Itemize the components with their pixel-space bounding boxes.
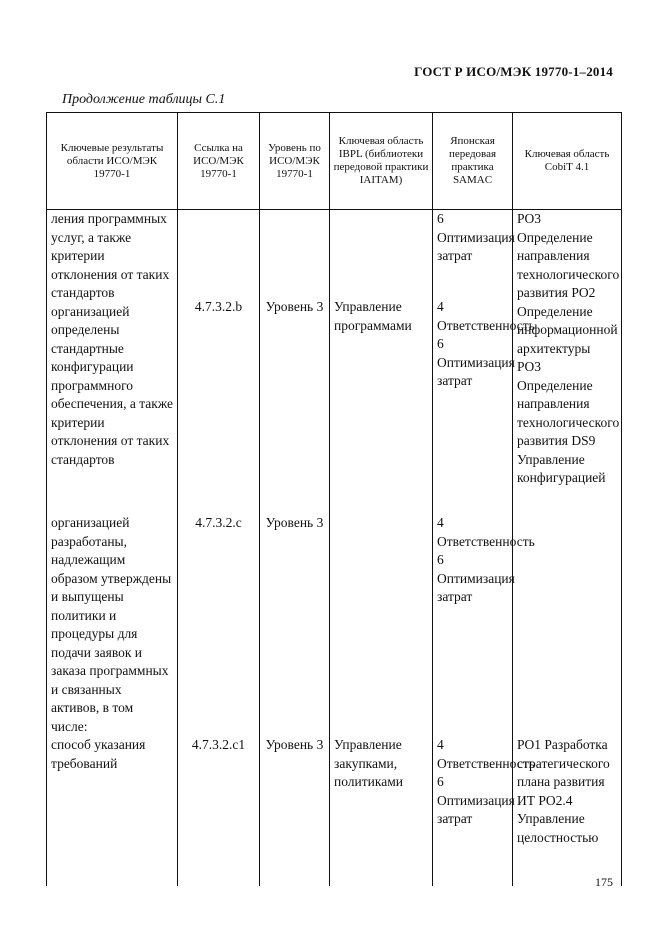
cell-samac: 4 Ответственность 6 Оптимизация затрат [433,736,513,886]
samac-value-continued: 6 Оптимизация затрат [437,211,515,263]
comparison-table [46,112,622,886]
level-value: Уровень 3 [265,299,324,314]
table-row [47,210,622,515]
cell-samac: 4 Ответственность 6 Оптимизация затрат [433,514,513,736]
col-header-results: Ключевые результаты области ИСО/МЭК 19770-1 [47,113,178,210]
cobit-value: PO2 Определение информационной архитектуры PO3 Определение направления технологического развития DS9 Управление конфигурацией [517,285,620,485]
cell-level: Уровень 3 [260,736,330,886]
cell-reference: 4.7.3.2.c [178,514,260,736]
cell-cobit: PO1 Разработка стратегического плана развития ИТ PO2.4 Управление целостностью [513,736,622,886]
cell-ibpl [330,210,433,515]
cell-level: Уровень 3 [260,514,330,736]
cell-result [47,210,178,515]
cell-samac [433,210,535,515]
table-row [47,736,622,886]
cell-reference [178,210,260,515]
page-number: 175 [595,875,613,889]
cell-result-continued: ления программных услуг, а также критерии отклонения от таких стандартов [51,211,170,300]
col-header-level: Уровень по ИСО/МЭК 19770-1 [260,113,330,210]
cell-result-main: организацией определены стандартные конфигурации программного обеспечения, а также критерии отклонения от таких стандартов [51,303,173,467]
col-header-reference: Ссылка на ИСО/МЭК 19770-1 [178,113,260,210]
table-continuation-caption: Продолжение таблицы С.1 [62,92,226,107]
table-row [47,514,622,736]
cell-ibpl: Управление закупками, политиками [330,736,433,886]
reference-value: 4.7.3.2.b [194,299,243,314]
table-header-row [47,113,622,210]
samac-value: 4 Ответственность 6 Оптимизация затрат [437,299,535,388]
cell-result: способ указания требований [47,736,178,886]
col-header-cobit: Ключевая область CobiT 4.1 [513,113,622,210]
cell-reference: 4.7.3.2.c1 [178,736,260,886]
ibpl-value: Управление программами [334,299,412,333]
col-header-ibpl: Ключевая область IBPL (библиотеки передовой практики IAITAM) [330,113,433,210]
cobit-value-continued: PO3 Определение направления технологического развития [517,211,620,300]
cell-ibpl [330,514,433,736]
cell-result: организацией разработаны, надлежащим образом утверждены и выпущены политики и процедуры для подачи заявок и заказа программных и связанных активов, в том числе: [47,514,178,736]
standard-title: ГОСТ Р ИСО/МЭК 19770-1–2014 [414,64,613,79]
col-header-samac: Японская передовая практика SAMAC [433,113,513,210]
cell-level [260,210,330,515]
cell-cobit [513,210,622,515]
